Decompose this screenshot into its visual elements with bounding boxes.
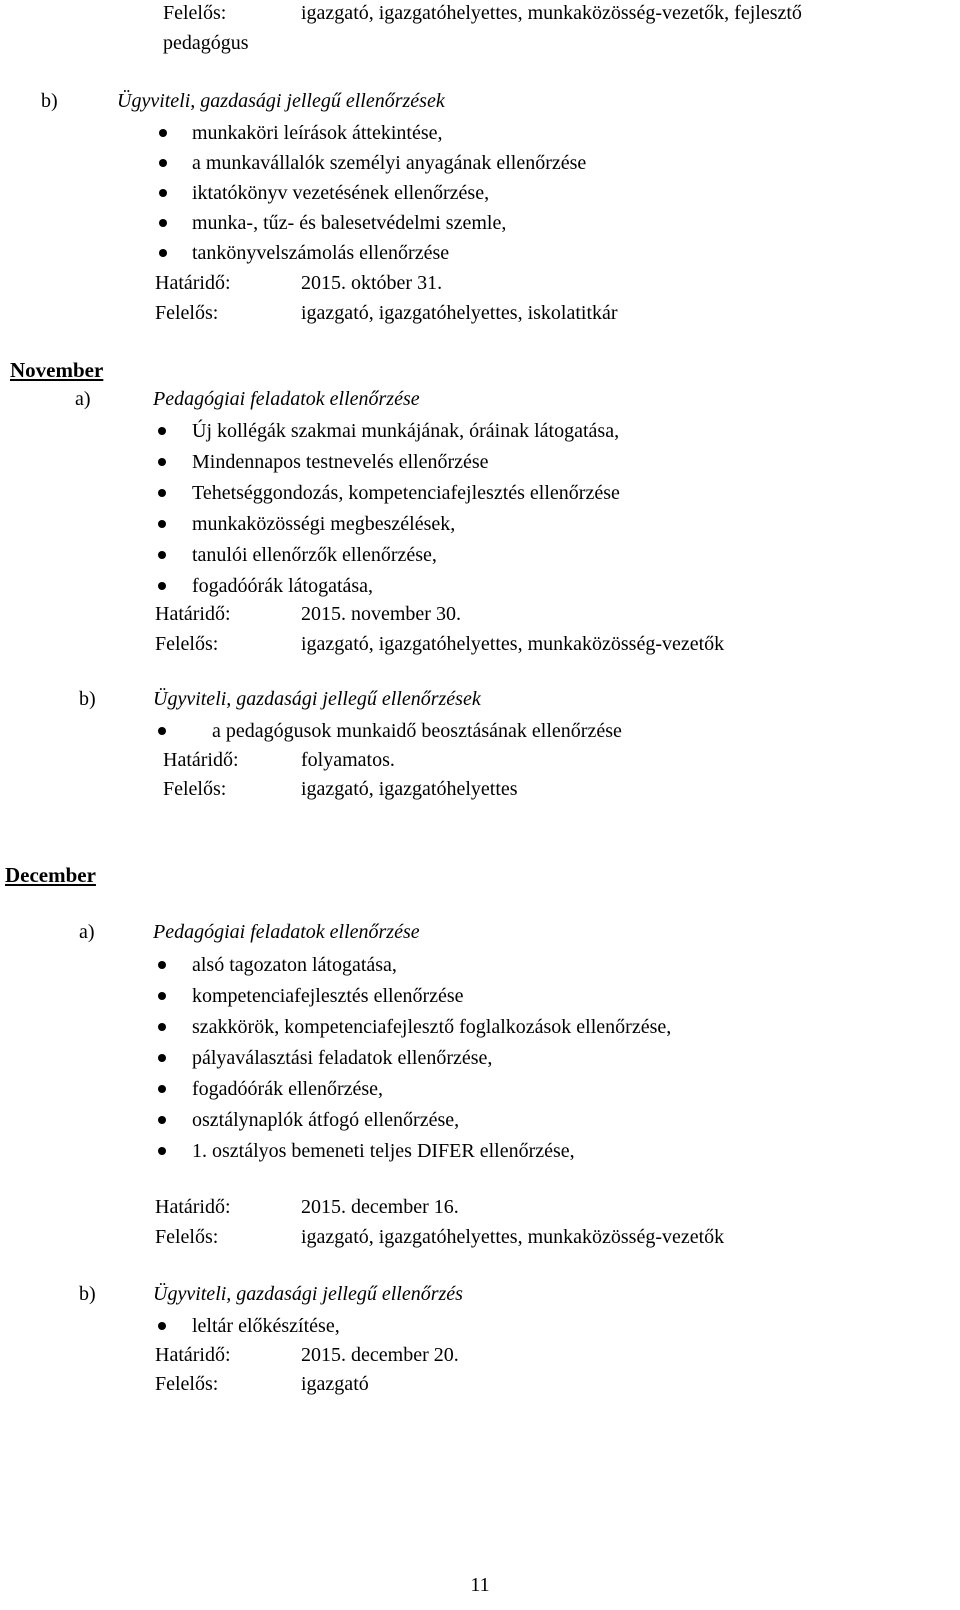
section-label-a: a) <box>79 921 95 943</box>
bullet-icon <box>158 1116 166 1124</box>
bullet-icon <box>159 219 167 227</box>
bullet-icon <box>159 129 167 137</box>
hatarido-label: Határidő: <box>163 749 239 771</box>
list-item: fogadóórák látogatása, <box>192 575 374 597</box>
list-item: a pedagógusok munkaidő beosztásának ellenőrzése <box>212 720 622 742</box>
bullet-icon <box>158 1147 166 1155</box>
list-item: leltár előkészítése, <box>192 1315 340 1337</box>
bullet-icon <box>158 1085 166 1093</box>
list-item: munkaköri leírások áttekintése, <box>192 122 443 144</box>
felelos-label: Felelős: <box>163 778 227 800</box>
list-item: munkaközösségi megbeszélések, <box>192 513 456 535</box>
bullet-icon <box>158 458 166 466</box>
section-label-b: b) <box>41 90 58 112</box>
felelos-value: igazgató <box>301 1373 369 1395</box>
felelos-label: Felelős: <box>155 1373 219 1395</box>
felelos-label: Felelős: <box>155 633 219 655</box>
bullet-icon <box>158 582 166 590</box>
list-item: Tehetséggondozás, kompetenciafejlesztés ellenőrzése <box>192 482 620 504</box>
bullet-icon <box>158 1023 166 1031</box>
hatarido-value: folyamatos. <box>301 749 395 771</box>
section-title: Ügyviteli, gazdasági jellegű ellenőrzés <box>153 1283 463 1305</box>
list-item: kompetenciafejlesztés ellenőrzése <box>192 985 464 1007</box>
bullet-icon <box>158 1322 166 1330</box>
bullet-icon <box>158 992 166 1000</box>
bullet-icon <box>159 189 167 197</box>
section-label-b: b) <box>79 688 96 710</box>
bullet-icon <box>158 520 166 528</box>
bullet-icon <box>158 427 166 435</box>
list-item: 1. osztályos bemeneti teljes DIFER ellenőrzése, <box>192 1140 575 1162</box>
bullet-icon <box>158 1054 166 1062</box>
section-title: Pedagógiai feladatok ellenőrzése <box>153 388 420 410</box>
felelos-label: Felelős: <box>163 2 227 24</box>
list-item: tankönyvelszámolás ellenőrzése <box>192 242 450 264</box>
hatarido-value: 2015. december 20. <box>301 1344 459 1366</box>
month-heading-november: November <box>10 358 104 382</box>
bullet-icon <box>158 727 166 735</box>
hatarido-value: 2015. október 31. <box>301 272 443 294</box>
section-title: Pedagógiai feladatok ellenőrzése <box>153 921 420 943</box>
section-title: Ügyviteli, gazdasági jellegű ellenőrzések <box>153 688 481 710</box>
felelos-value: igazgató, igazgatóhelyettes, munkaközösség-vezetők <box>301 633 725 655</box>
hatarido-label: Határidő: <box>155 603 231 625</box>
hatarido-value: 2015. december 16. <box>301 1196 459 1218</box>
list-item: a munkavállalók személyi anyagának ellenőrzése <box>192 152 587 174</box>
felelos-value: igazgató, igazgatóhelyettes, munkaközösség-vezetők <box>301 1226 725 1248</box>
section-label-a: a) <box>75 388 91 410</box>
bullet-icon <box>159 159 167 167</box>
list-item: szakkörök, kompetenciafejlesztő foglalkozások ellenőrzése, <box>192 1016 672 1038</box>
list-item: osztálynaplók átfogó ellenőrzése, <box>192 1109 460 1131</box>
bullet-icon <box>158 551 166 559</box>
felelos-value: igazgató, igazgatóhelyettes, iskolatitkár <box>301 302 618 324</box>
felelos-value: igazgató, igazgatóhelyettes <box>301 778 518 800</box>
page-number: 11 <box>470 1574 490 1596</box>
hatarido-label: Határidő: <box>155 272 231 294</box>
section-label-b: b) <box>79 1283 96 1305</box>
hatarido-label: Határidő: <box>155 1344 231 1366</box>
hatarido-value: 2015. november 30. <box>301 603 461 625</box>
bullet-icon <box>159 249 167 257</box>
felelos-label: Felelős: <box>155 1226 219 1248</box>
bullet-icon <box>158 961 166 969</box>
list-item: iktatókönyv vezetésének ellenőrzése, <box>192 182 490 204</box>
list-item: pályaválasztási feladatok ellenőrzése, <box>192 1047 493 1069</box>
felelos-value-continued: pedagógus <box>163 32 249 54</box>
felelos-label: Felelős: <box>155 302 219 324</box>
section-title: Ügyviteli, gazdasági jellegű ellenőrzések <box>117 90 445 112</box>
list-item: Mindennapos testnevelés ellenőrzése <box>192 451 489 473</box>
list-item: munka-, tűz- és balesetvédelmi szemle, <box>192 212 507 234</box>
list-item: tanulói ellenőrzők ellenőrzése, <box>192 544 437 566</box>
hatarido-label: Határidő: <box>155 1196 231 1218</box>
list-item: alsó tagozaton látogatása, <box>192 954 397 976</box>
list-item: Új kollégák szakmai munkájának, óráinak látogatása, <box>192 420 620 442</box>
list-item: fogadóórák ellenőrzése, <box>192 1078 384 1100</box>
month-heading-december: December <box>5 863 96 887</box>
bullet-icon <box>158 489 166 497</box>
felelos-value: igazgató, igazgatóhelyettes, munkaközösség-vezetők, fejlesztő <box>301 2 802 24</box>
